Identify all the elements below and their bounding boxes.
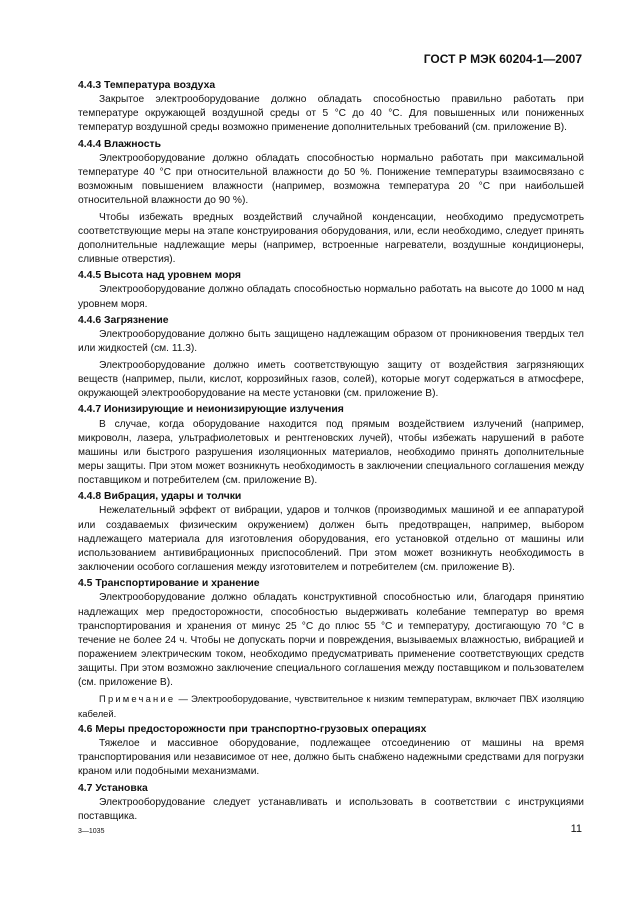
paragraph: В случае, когда оборудование находится под прямым воздействием излучений (например, микроволн, лазера, ультрафиолетовых и рентгеновских лучей), чтобы избежать нарушений в работе машины или быстрого разрушения изоляционных материалов, необходимо принять дополнительные меры защиты. При этом может возникнуть необходимость в заключении специального соглашения между поставщиком и потребителем (см. приложение В). [78, 418, 584, 486]
paragraph: Электрооборудование должно обладать способностью нормально работать на высоте до 1000 м над уровнем моря. [78, 284, 584, 310]
section-title: 4.6 Меры предосторожности при транспортно-грузовых операциях [78, 724, 427, 736]
paragraph: Электрооборудование должно обладать способностью нормально работать при максимальной температуре 40 °С при относительной влажности до 50 %. Понижение температуры взаимосвязано с возможным повышением влажности (например, возможна температура 20 °С при наибольшей относительной влажности до 90 %). [78, 152, 584, 207]
page-number: 11 [570, 823, 582, 835]
paragraph: Электрооборудование следует устанавливать и использовать в соответствии с инструкциями поставщика. [78, 796, 584, 822]
section-title: 4.7 Установка [78, 782, 148, 794]
paragraph: Тяжелое и массивное оборудование, подлежащее отсоединению от машины на время транспортирования или независимое от нее, должно быть снабжено надежными средствами для погрузки краном или подобными механизмами. [78, 738, 584, 778]
section-4-4-8 [78, 490, 584, 575]
section-title: 4.4.5 Высота над уровнем моря [78, 270, 241, 282]
section-4-4-4 [78, 138, 584, 267]
paragraph: Электрооборудование должно иметь соответствующую защиту от воздействия загрязняющих веществ (например, пыли, кислот, коррозийных газов, солей), которые могут содержаться в атмосфере, окружающей электрооборудование на месте установки (см. приложение В). [78, 359, 584, 399]
paragraph: Электрооборудование должно обладать конструктивной способностью или, благодаря принятию надлежащих мер предосторожности, способностью выдерживать колебание температур во время транспортирования и хранения от минус 25 °С до плюс 55 °С и температуру, достигающую 70 °С в течение не более 24 ч. Чтобы не допускать порчи и повреждения, вызываемых влажностью, вибрацией и поражением электрическим током, необходимо предусматривать применение соответствующих средств защиты. При этом возможно заключение специального соглашения между поставщиком и пользователем (см. приложение В). [78, 592, 584, 688]
print-code: 3—1035 [78, 828, 105, 835]
paragraph: Чтобы избежать вредных воздействий случайной конденсации, необходимо предусмотреть соответствующие меры на этапе конструирования оборудования, или, если необходимо, следует принять дополнительные надлежащие меры (например, встроенные нагреватели, воздушные кондиционеры, сливные отверстия). [78, 211, 584, 265]
paragraph: Электрооборудование должно быть защищено надлежащим образом от проникновения твердых тел или жидкостей (см. 11.3). [78, 329, 584, 355]
section-title: 4.4.7 Ионизирующие и неионизирующие излучения [78, 404, 344, 416]
note-label: Примечание [99, 693, 176, 705]
section-title: 4.4.3 Температура воздуха [78, 80, 216, 91]
section-4-6 [78, 723, 584, 779]
section-4-4-5 [78, 269, 584, 311]
section-4-4-6 [78, 314, 584, 401]
paragraph: Нежелательный эффект от вибрации, ударов и толчков (производимых машиной и ее аппаратурой или создаваемых физическим окружением) должен быть предотвращен, например, выбором надлежащего материала для изготовления оборудования, его установкой отдельно от машины или использованием антивибрационных приспособлений. При этом может возникнуть необходимость в заключении особого соглашения между изготовителем и потребителем (см. приложение В). [78, 505, 584, 573]
note-text: — Электрооборудование, чувствительное к низким температурам, включает ПВХ изоляцию кабелей. [78, 693, 584, 719]
section-title: 4.5 Транспортирование и хранение [78, 578, 260, 590]
page-content [78, 79, 584, 826]
section-4-4-3 [78, 79, 584, 135]
section-title: 4.4.4 Влажность [78, 138, 161, 150]
section-4-7 [78, 782, 584, 824]
section-4-4-7 [78, 403, 584, 488]
document-id: ГОСТ Р МЭК 60204-1—2007 [423, 52, 582, 66]
section-title: 4.4.6 Загрязнение [78, 315, 169, 327]
paragraph: Закрытое электрооборудование должно обладать способностью правильно работать при температуре окружающей воздушной среды от 5 °С до 40 °С. Для повышенных или пониженных температур воздушной среды возможно применение дополнительных требований (см. приложение В). [78, 94, 584, 134]
section-4-5 [78, 577, 584, 690]
note [78, 692, 584, 720]
section-title: 4.4.8 Вибрация, удары и толчки [78, 491, 242, 503]
